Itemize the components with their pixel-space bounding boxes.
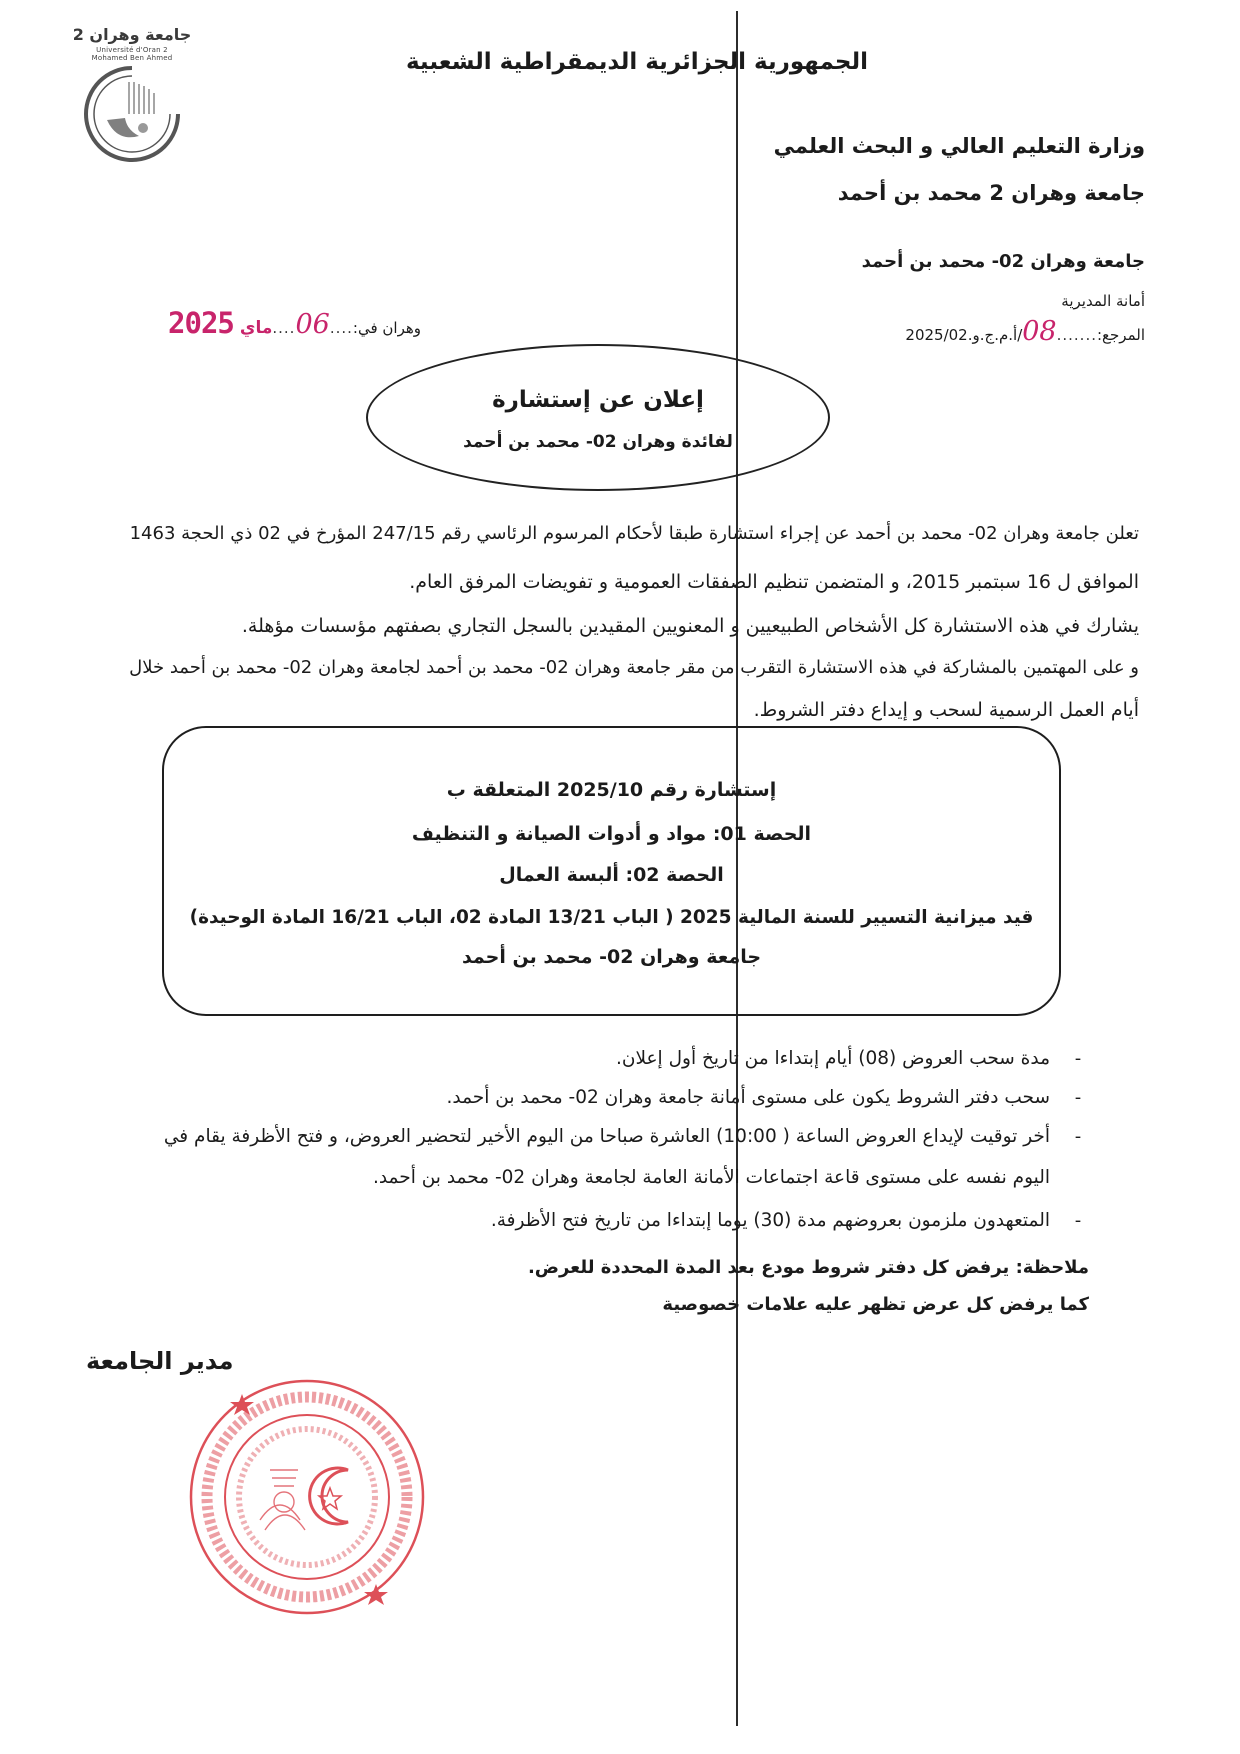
condition-item: أخر توقيت لإيداع العروض الساعة ( 10:00) العاشرة صباحا من اليوم الأخير لتحضير العروض، و فتح الأظرفة يقام في [163, 1126, 1050, 1147]
date-year: 2025 [168, 306, 234, 340]
ministry-name: وزارة التعليم العالي و البحث العلمي [773, 134, 1145, 158]
issuer-department: أمانة المديرية [1061, 292, 1145, 310]
reference-label: المرجع: [1097, 326, 1145, 344]
issuer-university: جامعة وهران 02- محمد بن أحمد [861, 251, 1145, 272]
body-line: و على المهتمين بالمشاركة في هذه الاستشارة التقرب من مقر جامعة وهران 02- محمد بن أحمد لجامعة وهران 02- محمد بن أحمد خلال [129, 657, 1139, 678]
republic-title: الجمهورية الجزائرية الديمقراطية الشعبية [405, 49, 869, 75]
university-logo [70, 24, 194, 184]
date-place-label: وهران في: [352, 319, 421, 337]
bullet-marker: - [1074, 1210, 1082, 1231]
lot-1: الحصة 01: مواد و أدوات الصيانة و التنظيف [411, 823, 812, 845]
body-line: أيام العمل الرسمية لسحب و إيداع دفتر الشروط. [753, 699, 1139, 721]
note-line: ملاحظة: يرفض كل دفتر شروط مودع بعد المدة المحددة للعرض. [527, 1257, 1089, 1278]
body-line: الموافق ل 16 سبتمبر 2015، و المتضمن تنظيم الصفقات العمومية و تفويضات المرفق العام. [409, 571, 1139, 593]
condition-item-continuation: اليوم نفسه على مستوى قاعة اجتماعات الأمانة العامة لجامعة وهران 02- محمد بن أحمد. [372, 1167, 1050, 1188]
body-line: تعلن جامعة وهران 02- محمد بن أحمد عن إجراء استشارة طبقا لأحكام المرسوم الرئاسي رقم 247/15 المؤرخ في 02 ذي الحجة 1463 [129, 523, 1139, 544]
consultation-number: إستشارة رقم 2025/10 المتعلقة ب [446, 779, 777, 801]
body-line: يشارك في هذه الاستشارة كل الأشخاص الطبيعيين و المعنويين المقيدين بالسجل التجاري بصفتهم مؤسسات مؤهلة. [241, 615, 1139, 637]
announcement-subtitle: لفائدة وهران 02- محمد بن أحمد [463, 432, 733, 452]
announcement-title: إعلان عن إستشارة [492, 387, 704, 413]
condition-item: المتعهدون ملزمون بعروضهم مدة (30) يوما إبتداءا من تاريخ فتح الأظرفة. [490, 1210, 1050, 1231]
budget-line: قيد ميزانية التسيير للسنة المالية 2025 ( الباب 13/21 المادة 02، الباب 16/21 المادة الوحيدة) [189, 907, 1034, 928]
logo-arabic-name: جامعة وهران 2 [72, 25, 192, 44]
university-name: جامعة وهران 2 محمد بن أحمد [837, 181, 1145, 205]
reference-number: 08 [1022, 316, 1057, 347]
bullet-marker: - [1074, 1126, 1082, 1147]
official-seal-icon [180, 1370, 434, 1624]
date-line [168, 306, 421, 340]
box-university: جامعة وهران 02- محمد بن أحمد [461, 946, 762, 968]
logo-french-subname: Mohamed Ben Ahmed [91, 54, 173, 62]
lot-2: الحصة 02: ألبسة العمال [499, 864, 724, 886]
condition-item: سحب دفتر الشروط يكون على مستوى أمانة جامعة وهران 02- محمد بن أحمد. [446, 1087, 1050, 1108]
reference-suffix: /أ.م.ج.و.2025/02 [905, 326, 1023, 344]
consultation-box [162, 726, 1061, 1016]
bullet-marker: - [1074, 1048, 1082, 1069]
note-line: كما يرفض كل عرض تظهر عليه علامات خصوصية [662, 1294, 1089, 1315]
reference-dots: ....... [1056, 326, 1097, 344]
signature-title: مدير الجامعة [86, 1347, 234, 1375]
reference-line [905, 316, 1145, 350]
logo-french-name: Université d'Oran 2 [96, 46, 168, 54]
university-logo-icon [77, 62, 187, 166]
date-day: 06 [295, 309, 330, 340]
date-dots-after: .... [272, 319, 296, 337]
date-dots-before: .... [329, 319, 353, 337]
date-month: ماي [239, 318, 273, 338]
condition-item: مدة سحب العروض (08) أيام إبتداءا من تاريخ أول إعلان. [616, 1048, 1050, 1069]
bullet-marker: - [1074, 1087, 1082, 1108]
announcement-ellipse [366, 344, 830, 491]
